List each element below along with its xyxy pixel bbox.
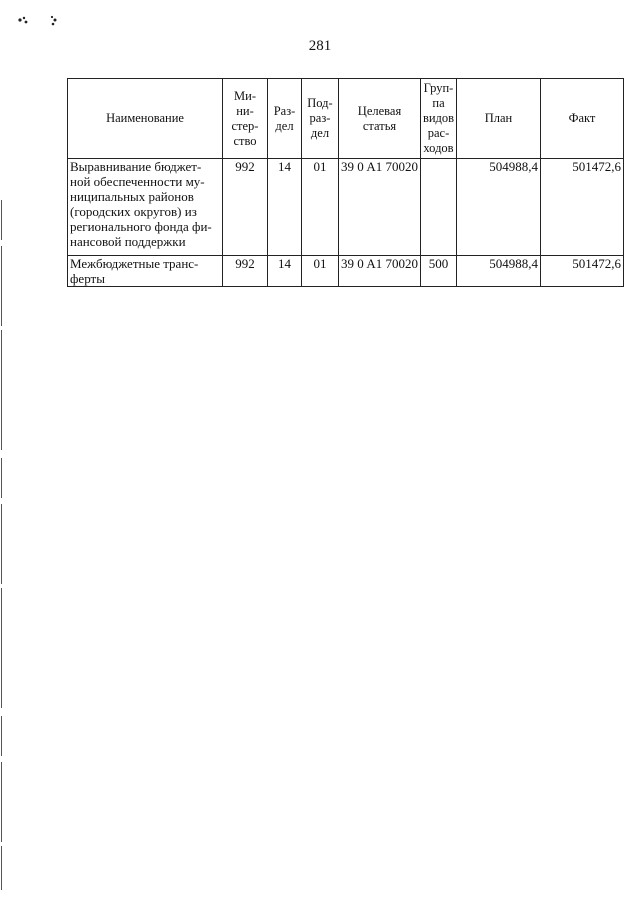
cell-plan: 504988,4 [457, 256, 541, 287]
cell-name-line: (городских округов) из [70, 204, 197, 219]
scan-left-edge-line [0, 200, 3, 890]
cell-name-line: ферты [70, 271, 105, 286]
header-target [339, 79, 421, 159]
header-group-line: рас- [427, 126, 450, 140]
header-group [421, 79, 457, 159]
cell-fact: 501472,6 [541, 159, 624, 256]
header-ministry-line: Ми- [234, 88, 256, 103]
header-subsection-line: Под- [307, 96, 333, 110]
header-group-line: видов [422, 111, 455, 125]
cell-section: 14 [268, 256, 302, 287]
cell-group: 500 [421, 256, 457, 287]
header-name [68, 79, 223, 159]
budget-table [67, 78, 624, 287]
header-plan-line: План [484, 111, 513, 125]
header-subsection [302, 79, 339, 159]
cell-group [421, 159, 457, 256]
header-ministry-line: ство [233, 133, 257, 148]
cell-name-line: ной обеспеченности му- [70, 174, 205, 189]
header-ministry-line: стер- [231, 118, 259, 133]
header-target-line: статья [362, 118, 397, 133]
scan-artifact-marks [16, 14, 76, 30]
header-ministry [223, 79, 268, 159]
table-header-row [68, 79, 624, 159]
cell-ministry: 992 [223, 256, 268, 287]
header-target-line: Целевая [357, 103, 402, 118]
cell-name-line: ниципальных районов [70, 189, 194, 204]
cell-target: 39 0 A1 70020 [339, 256, 421, 287]
cell-ministry: 992 [223, 159, 268, 256]
cell-name-line: Выравнивание бюджет- [70, 159, 202, 174]
table-row [68, 159, 624, 256]
header-subsection-line: дел [310, 126, 330, 140]
header-group-line: па [432, 96, 445, 110]
cell-plan: 504988,4 [457, 159, 541, 256]
cell-name-line: нансовой поддержки [70, 234, 186, 249]
cell-name [68, 159, 223, 256]
header-subsection-line: раз- [309, 111, 331, 125]
cell-target: 39 0 A1 70020 [339, 159, 421, 256]
header-group-line: Груп- [423, 81, 454, 95]
cell-subsection: 01 [302, 256, 339, 287]
header-section [268, 79, 302, 159]
header-section-line: дел [275, 118, 294, 133]
header-section-line: Раз- [273, 103, 296, 118]
cell-fact: 501472,6 [541, 256, 624, 287]
cell-name-line: Межбюджетные транс- [70, 256, 199, 271]
cell-name [68, 256, 223, 287]
page-number: 281 [308, 38, 332, 54]
header-group-line: ходов [423, 141, 454, 155]
header-name-line: Наименование [106, 111, 184, 125]
cell-subsection: 01 [302, 159, 339, 256]
cell-name-line: регионального фонда фи- [70, 219, 212, 234]
header-plan [457, 79, 541, 159]
header-fact-line: Факт [568, 111, 596, 125]
header-fact [541, 79, 624, 159]
cell-section: 14 [268, 159, 302, 256]
header-ministry-line: ни- [236, 103, 254, 118]
table-row [68, 256, 624, 287]
